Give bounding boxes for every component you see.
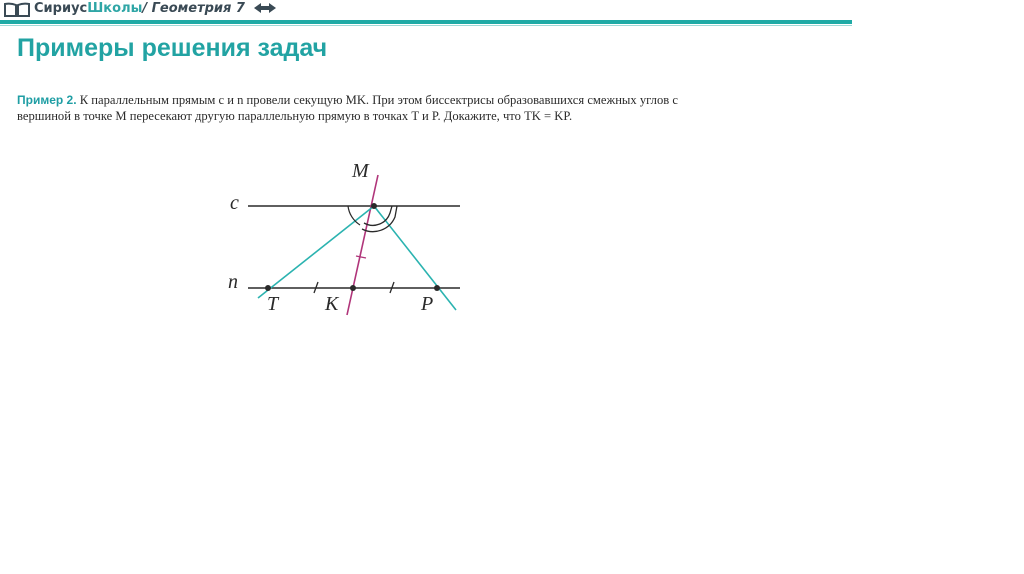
label-k: K [325,293,339,315]
label-c: c [230,192,239,214]
point-t [265,285,271,291]
label-m: M [352,160,369,182]
header-accent-rule [0,20,852,24]
header-thin-rule [0,25,852,26]
problem-statement [17,92,697,124]
brand-accent: Школы [87,1,143,16]
course-name: / Геометрия 7 [142,1,245,16]
label-p: P [421,293,434,315]
header-bar [0,0,860,22]
label-n: n [228,271,238,293]
secant-mk [347,175,378,315]
problem-label: Пример 2. [17,93,77,107]
bisector-p [374,206,456,310]
label-t: T [267,293,279,315]
diamond-arrows-icon [254,2,276,14]
point-m [371,203,377,209]
book-icon [3,2,31,18]
point-p [434,285,440,291]
brand-main: Сириус [34,1,88,16]
brand-title [34,1,276,17]
geometry-figure [222,155,472,320]
page-title: Примеры решения задач [17,34,328,62]
problem-text: К параллельным прямым c и n провели секущую MK. При этом биссектрисы образовавшихся смежных углов с вершиной в точке M пересекают другую параллельную прямую в точках T и P. Докажите, что TK = KP. [17,93,678,123]
point-k [350,285,356,291]
bisector-t [258,206,374,298]
tick-mark-mk [356,256,366,258]
